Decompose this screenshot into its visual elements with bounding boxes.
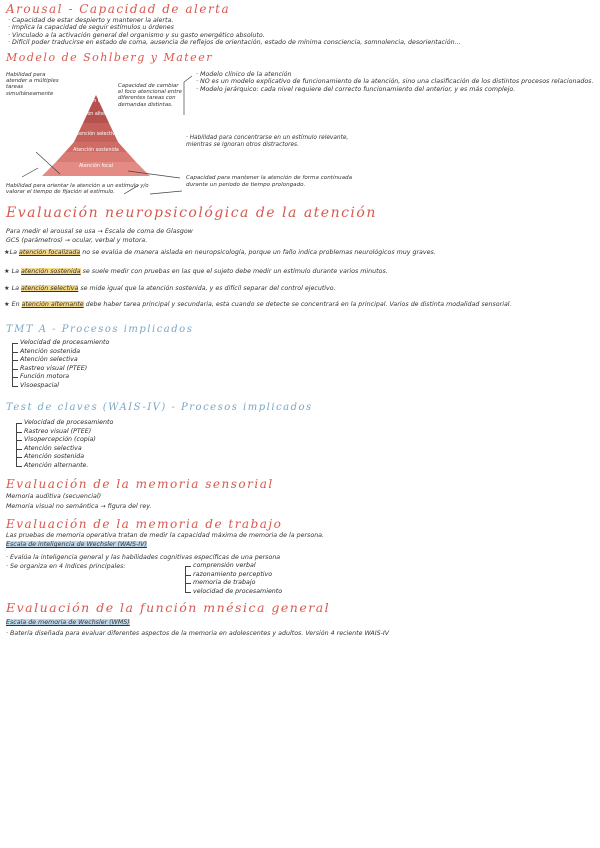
wms-bullet: · Batería diseñada para evaluar diferentes aspectos de la memoria en adolescentes y adultos. Versión 4 reciente WAIS-IV — [6, 630, 390, 637]
list-item: Atención sostenida — [16, 453, 113, 462]
list-item: Velocidad de procesamiento — [12, 339, 109, 348]
tmt-list — [12, 339, 109, 391]
note-focal: Habilidad para orientar la atención a un estímulo y/o valorar el tiempo de fijación al estímulo. — [6, 183, 149, 196]
list-item: Función motora — [12, 373, 109, 382]
row-alternante: ★ En atención alternante debe haber tarea principal y secundaria, esta cuando se detecte se concentrará en la principal. Varios de distinta modalidad sensorial. — [4, 301, 512, 308]
memoria-visual: Memoria visual no semántica → figura del rey. — [6, 503, 152, 510]
arousal-bullets — [8, 17, 461, 46]
tree-line — [12, 343, 13, 387]
tree-line — [16, 423, 17, 467]
list-item: Visopercepción (copia) — [16, 436, 113, 445]
list-item: Atención selectiva — [16, 445, 113, 454]
wais-bullet-1: · Evalúa la inteligencia general y las habilidades cognitivas específicas de una persona — [6, 554, 281, 561]
list-item: velocidad de procesamiento — [185, 588, 282, 597]
wais-bullet-2: · Se organiza en 4 índices principales: — [6, 563, 126, 570]
pyramid-level-alternante: Atención alternante — [72, 112, 120, 117]
pyramid-level-selectiva: Atención selectiva — [74, 132, 118, 137]
list-item: Atención alternante. — [16, 462, 113, 471]
intro-gcs: GCS (parámetros) → ocular, verbal y motora. — [6, 237, 148, 244]
pyramid-level-dividida: Atención dividida — [75, 99, 117, 104]
list-item: Visoespacial — [12, 382, 109, 391]
wais-indices — [185, 562, 282, 596]
memoria-trabajo-desc: Las pruebas de memoria operativa tratan de medir la capacidad máxima de memoria de la persona. — [6, 532, 325, 539]
list-item: · Modelo clínico de la atención — [196, 71, 292, 78]
note-sostenida: Capacidad para mantener la atención de forma continuada durante un periodo de tiempo prolongado. — [186, 175, 353, 188]
list-item: memoria de trabajo — [185, 579, 282, 588]
memoria-sensorial-title: Evaluación de la memoria sensorial — [6, 477, 274, 491]
sohlberg-title: Modelo de Sohlberg y Mateer — [6, 51, 213, 64]
funcion-mnesica-title: Evaluación de la función mnésica general — [6, 600, 331, 615]
list-item: razonamiento perceptivo — [185, 571, 282, 580]
eval-atencion-title: Evaluación neuropsicológica de la atención — [6, 205, 377, 221]
tmt-title: TMT A - Procesos implicados — [6, 324, 194, 335]
wms-scale: Escala de memoria de Wechsler (WMS) — [6, 619, 130, 626]
memoria-auditiva: Memoria auditiva (secuencial) — [6, 493, 102, 500]
list-item: · Modelo jerárquico: cada nivel requiere del correcto funcionamiento del anterior, y es más complejo. — [196, 85, 516, 93]
row-focalizada: ★La atención focalizada no se evalúa de manera aislada en neuropsicología, porque un fallo indica problemas neurológicos muy graves. — [4, 249, 436, 256]
intro-arousal: Para medir el arousal se usa → Escala de coma de Glasgow — [6, 228, 193, 235]
arousal-title: Arousal - Capacidad de alerta — [6, 2, 231, 16]
claves-list — [16, 419, 113, 471]
memoria-trabajo-title: Evaluación de la memoria de trabajo — [6, 517, 283, 531]
sohlberg-model-notes — [196, 71, 594, 93]
pyramid-level-focal: Atención focal — [78, 164, 114, 169]
note-alternante: Capacidad de cambiar el foco atencional entre diferentes tareas con demandas distintas. — [118, 83, 182, 108]
list-item: · NO es un modelo explicativo de funcionamiento de la atención, sino una clasificación de los distintos procesos relacionados. — [196, 78, 594, 86]
claves-title: Test de claves (WAIS-IV) - Procesos implicados — [6, 402, 313, 413]
row-selectiva: ★ La atención selectiva se mide igual que la atención sostenida, y es difícil separar del control ejecutivo. — [4, 285, 336, 292]
note-selectiva: · Habilidad para concentrarse en un estímulo relevante, mientras se ignoran otros distractores. — [186, 135, 349, 148]
list-item: Rastreo visual (PTEE) — [16, 428, 113, 437]
row-sostenida: ★ La atención sostenida se suele medir con pruebas en las que el sujeto debe medir un estímulo durante varios minutos. — [4, 268, 388, 275]
list-item: · Implica la capacidad de seguir estímulos u órdenes — [8, 24, 174, 32]
list-item: · Difícil poder traducirse en estado de coma, ausencia de reflejos de orientación, estado de mínima consciencia, somnolencia, desorientación... — [8, 38, 461, 46]
list-item: Atención sostenida — [12, 348, 109, 357]
wais-scale: Escala de inteligencia de Wechsler (WAIS-IV) — [6, 541, 147, 548]
list-item: Atención selectiva — [12, 356, 109, 365]
list-item: Velocidad de procesamiento — [16, 419, 113, 428]
list-item: · Capacidad de estar despierto y mantener la alerta. — [8, 17, 174, 24]
note-dividida: Habilidad para atender a múltiples tareas simultáneamente — [6, 72, 59, 97]
list-item: · Vinculado a la activación general del organismo y su gasto energético absoluto. — [8, 31, 265, 39]
list-item: comprensión verbal — [185, 562, 282, 571]
list-item: Rastreo visual (PTEE) — [12, 365, 109, 374]
pyramid-level-sostenida: Atención sostenida — [73, 148, 119, 153]
